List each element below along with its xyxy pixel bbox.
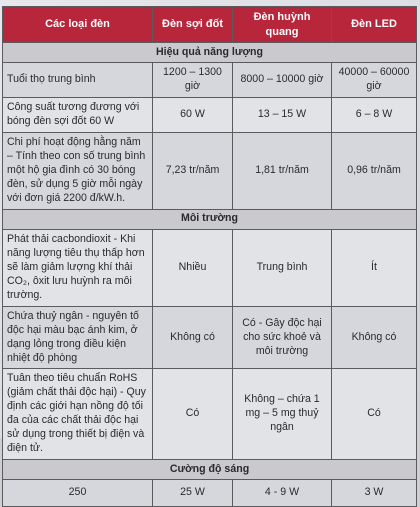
mercury-fluorescent: Có - Gây độc hại cho sức khoẻ và môi trường [233,306,332,369]
mercury-led: Không có [332,306,417,369]
co2-led: Ít [332,229,417,306]
table-row-brightness [3,480,417,507]
section-environment [3,209,417,229]
mercury-incandescent: Không có [153,306,233,369]
header-row [3,7,417,43]
header-fluorescent: Đèn huỳnh quang [233,7,332,43]
brightness-fluorescent: 4 - 9 W [233,480,332,507]
cost-fluorescent: 1,81 tr/năm [233,132,332,209]
lifespan-label: Tuổi thọ trung bình [3,63,153,98]
brightness-lumens: 250 [3,480,153,507]
header-led: Đèn LED [332,7,417,43]
power-led: 6 – 8 W [332,97,417,132]
power-fluorescent: 13 – 15 W [233,97,332,132]
lifespan-fluorescent: 8000 – 10000 giờ [233,63,332,98]
co2-incandescent: Nhiều [153,229,233,306]
table-row-mercury [3,306,417,369]
section-efficiency [3,43,417,63]
table-row-rohs [3,369,417,460]
rohs-led: Có [332,369,417,460]
co2-fluorescent: Trung bình [233,229,332,306]
brightness-led: 3 W [332,480,417,507]
cost-label: Chi phí hoạt động hằng năm – Tính theo con số trung bình một hộ gia đình có 30 bóng đèn, sử dụng 5 giờ mỗi ngày với đơn giá 2200 đ/kW.h. [3,132,153,209]
co2-label: Phát thải cacbondioxit - Khi năng lượng tiêu thụ thấp hơn sẽ làm giảm lượng khí thải CO₂, ôxit lưu huỳnh ra môi trường. [3,229,153,306]
rohs-label: Tuân theo tiêu chuẩn RoHS (giảm chất thải độc hại) - Quy định các giới hạn nồng độ tối đa của các chất thải độc hại sử dụng trong thiết bị điện và điện tử. [3,369,153,460]
section-efficiency-title: Hiệu quả năng lượng [3,43,417,63]
header-incandescent: Đèn sợi đốt [153,7,233,43]
section-environment-title: Môi trường [3,209,417,229]
table-row-co2 [3,229,417,306]
table-row-cost [3,132,417,209]
brightness-incandescent: 25 W [153,480,233,507]
table-row-lifespan [3,63,417,98]
table-row-power [3,97,417,132]
rohs-incandescent: Có [153,369,233,460]
mercury-label: Chứa thuỷ ngân - nguyên tố độc hại màu bạc ánh kim, ở dạng lỏng trong điều kiện nhiệt độ phòng [3,306,153,369]
cost-incandescent: 7,23 tr/năm [153,132,233,209]
section-brightness [3,460,417,480]
header-lamp-types: Các loại đèn [3,7,153,43]
rohs-fluorescent: Không – chứa 1 mg – 5 mg thuỷ ngân [233,369,332,460]
power-label: Công suất tương đương với bóng đèn sợi đốt 60 W [3,97,153,132]
section-brightness-title: Cường độ sáng [3,460,417,480]
cost-led: 0,96 tr/năm [332,132,417,209]
lifespan-led: 40000 – 60000 giờ [332,63,417,98]
power-incandescent: 60 W [153,97,233,132]
lamp-comparison-table [2,6,417,507]
lifespan-incandescent: 1200 – 1300 giờ [153,63,233,98]
